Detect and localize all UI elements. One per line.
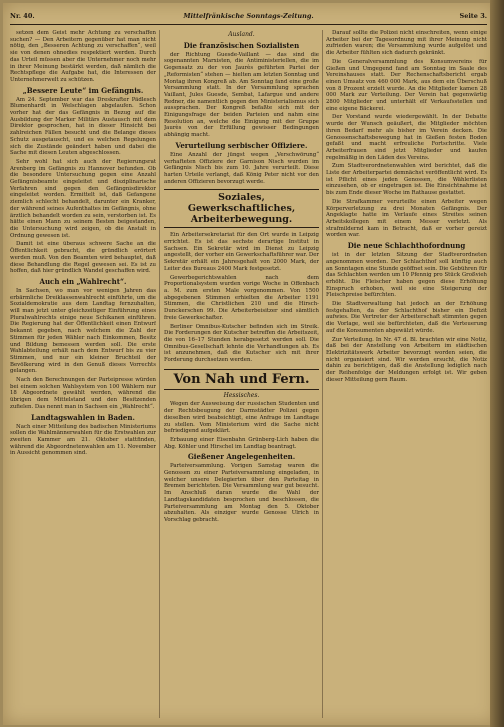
- article-text: Eine Anzahl der jüngst wegen „Verschwörung“ verhafteten Offiziere der Garnison Nisch wurden im Gefängnis Nisch bis zum 10. Jahre verurteilt. Diese harten Urteile verlangt, daß König Peter nicht vor den anderen Offizieren bevorzugt werde.: [164, 151, 319, 185]
- article-heading: Die neue Schlachthofordnung: [347, 241, 466, 251]
- article-text: Zur Verteilung. In Nr. 47 d. Bl. brachten wir eine Notiz, daß bei der Anstellung von Arbeitern im städtischen Elektrizitätswerk Arbeiter bevorzugt worden seien, die nicht organisiert sind. Wir werden ersucht, die Notiz dahin zu berichtigen, daß die Anstellung lediglich nach der Reihenfolge der Meldungen erfolgt ist. Wir geben dieser Mitteilung gern Raum.: [326, 336, 487, 383]
- column-divider: [322, 30, 323, 718]
- article-heading: „Bessere Leute“ im Gefängnis.: [22, 85, 144, 95]
- page-header: [10, 10, 487, 25]
- article-text: Damit ist eine überaus schwere Sache an die Öffentlichkeit gebracht, die gründlich erörtert werden muß. Von den Beamten wird behauptet, daß diese Behandlung die Regel gewesen sei. Es ist zu hoffen, daß hier gründlich Wandel geschaffen wird.: [10, 241, 156, 275]
- article-text: Ein Arbeitersekretariat für den Ort wurde in Leipzig errichtet. Es ist das sechste derartige Institut in Sachsen. Ein Sekretär wird im Dienst zu Leipzig angestellt, der vorher ein Gewerkschaftsführer war. Der Sekretär erhält ein Jahresgehalt von 2000 Mark, der Leiter des Bureaus 2400 Mark festgesetzt.: [164, 232, 319, 272]
- article-text: Sehr wohl hat sich auch der Regierungsrat Arenberg im Gefängnis zu Hannover befunden. Ob die besondere Untersuchung gegen eine Anzahl Gefängnisbeamte eingeleitet und disziplinarische Verfahren sind gegen den Gefängnisdirektor eingeleitet worden. Ermittelt ist, daß Gefangene ziemlich schlecht behandelt, darunter ein Kranker, der während seines Aufenthaltes im Gefängnis, ohne ärztlich behandelt worden zu sein, verstorben ist. Es hätte einen Mann zu seinem Besten beigestanden, die Untersuchung wird zeigen, ob die Anstalt in Ordnung gewesen ist.: [10, 158, 156, 239]
- section-heading: Soziales, Gewerkschaftliches, Arbeiterbewegung.: [164, 189, 319, 228]
- article-text: Darauf sollte die Polizei nicht einschreiten, wenn einige Arbeiter bei der Tagesordnung mit ihrer Meinung nicht zufrieden waren; die Versammlung wurde aufgelöst und die Arbeiter fühlten sich dadurch gekränkt.: [326, 30, 487, 57]
- article-text: Die Stadtverwaltung hat jedoch an der Erhöhung festgehalten, da der Schlachthof bisher ein Defizit aufwies. Die Vertreter der Arbeiterschaft stimmten gegen die Vorlage, weil sie befürchteten, daß die Verteuerung auf die Konsumenten abgewälzt würde.: [326, 301, 487, 334]
- page-number: Seite 3.: [459, 12, 487, 20]
- article-text: Der Vorstand wurde wiedergewählt. In der Debatte wurde der Wunsch geäußert, die Mitglieder möchten ihren Bedarf mehr als bisher im Verein decken. Die Genossenschaftsbewegung hat in Gießen festen Boden gefaßt und macht erfreuliche Fortschritte. Viele Arbeiterfrauen sind jetzt Mitglieder und kaufen regelmäßig in den Läden des Vereins.: [326, 114, 487, 161]
- article-heading: Die französischen Sozialisten: [183, 40, 300, 50]
- issue-number: Nr. 40.: [10, 12, 35, 20]
- column-divider: [159, 30, 160, 718]
- article-heading: Landtagswahlen in Baden.: [31, 412, 135, 422]
- column-right: [326, 30, 487, 720]
- article-text: Nach einer Mitteilung des badischen Ministeriums sollen die Wahlmännerwahlen für die Erstwahlen zur zweiten Kammer am 21. Oktober stattfinden, während die Abgeordnetenwahlen am 11. November in Aussicht genommen sind.: [10, 423, 156, 457]
- article-text: Gewerbegerichtswahlen nach dem Proportionalsystem wurden vorige Woche in Offenbach a. M. zum ersten Male vorgenommen. Von 1500 abgegebenen Stimmen erhielten die Arbeiter 1191 Stimmen, die Christlichen 210 und die Hirsch-Dunckerschen 99. Die Arbeiterbeisitzer sind sämtlich freie Gewerkschafter.: [164, 274, 319, 321]
- article-heading: Gießener Angelegenheiten.: [187, 452, 296, 462]
- article-text: Am 24. September war das Dreskrafter Pädlesch Blumenhardt in Welschlagen abgelaufen. Schon vorher hat der das Gefängnis in Bezug auf die Ausbildung der Marker Militärs Austausch mit dem Direktor gesprochen, hat in dieser Hinsicht bei zahlreichen Fällen besucht und die Belange dieses Schutz ausgetauscht, und es welchen Regelungen sich die Zustände geändert haben und dabei die Sache mit diesen Leuten abgeschlossen.: [10, 96, 156, 157]
- newspaper-title: Mittelfränkische Sonntags-Zeitung.: [183, 12, 314, 20]
- article-text: In Sachsen, wo man vor wenigen Jahren das erbärmliche Dreiklassenwahlrecht einführte, um die Sozialdemokratie aus dem Landtag fernzuhalten, will man jetzt unter gleichzeitiger Einführung eines Pluralwahlrechts einige neue Schikanen einführen. Die Regierung hat der Öffentlichkeit einen Entwurf bekannt gegeben, nach welchem die Zahl der Stimmen für jeden Wähler nach Einkommen, Besitz und Bildung bemessen werden soll. Die erste Wahlabteilung erhält nach dem Entwurf bis zu vier Stimmen, und nur ein kleiner Bruchteil der Bevölkerung wird in den Genuß dieses Vorrechts gelangen.: [10, 287, 156, 375]
- article-text: Wegen der Ausweisung der russischen Studenten und der Rechtsbeugung der Darmstädter Polizei gegen dieselben wird beabsichtigt, eine Anfrage im Landtage zu stellen. Vom Ministerium wird die Sache nicht befriedigend aufgeklärt.: [164, 401, 319, 435]
- article-text: der Richtung Guesde-Vaillant — das sind die sogenannten Marxisten, die Antiministeriellen, die im Gegensatz zu der von Jaurès geführten Partei der „Reformisten“ stehen — hielten am letzten Sonntag und Montag ihren Kongreß ab. Am Sonntag fand eine große Versammlung statt. In der Versammlung sprachen Vaillant, Jules Guesde, Sembat, Lafargue und andere Redner, die namentlich gegen den Ministerialismus sich aussprachen. Der Kongreß befaßte sich mit der Einigungsfrage der beiden Parteien und nahm eine Resolution an, welche die Einigung mit der Gruppe Jaurès von der Erfüllung gewisser Bedingungen abhängig macht.: [164, 51, 319, 139]
- column-left: [10, 30, 156, 720]
- article-heading: Verurteilung serbischer Offiziere.: [175, 140, 308, 150]
- article-text: Parteiversammlung. Vorigen Samstag waren die Genossen zu einer Parteiversammlung eingeladen, in welcher unsere Delegierten über den Parteitag in Bremen berichteten. Die Versammlung war gut besucht. Im Anschluß daran wurde die Wahl der Landtagskandidaten besprochen und beschlossen, die Parteiversammlung am Montag den 5. Oktober abzuhalten. Als einziger wurde Genosse Ulrich in Vorschlag gebracht.: [164, 463, 319, 523]
- article-text: Die Strafkammer verurteilte einen Arbeiter wegen Körperverletzung zu drei Monaten Gefängnis. Der Angeklagte hatte im Verlaufe eines Streites seinen Arbeitskollegen mit einem Messer verletzt. Als strafmildernd kam in Betracht, daß er vorher gereizt worden war.: [326, 198, 487, 239]
- article-text: setzen dem Geist mehr Achtung zu verschaffen suchen? — Den Arbeitern gegenüber hat man nicht nötig, den „Besseren Achtung zu verschaffen“, weil sie von denen ohnedies respektiert werden. Durch das Urteil müssen aber die Unternehmer noch mehr in ihrer Meinung bestärkt werden, daß nämlich die Rechtspflege die Aufgabe hat, die Interessen der Unternehmerwelt zu schützen.: [10, 30, 156, 83]
- article-text: Nach den Berechnungen der Parteipresse würden bei einem solchen Wahlsystem von 100 Wählern nur 18 Abgeordnete gewählt werden, während die übrigen dem Mittelstand und den Besitzenden zufielen. Das nennt man in Sachsen ein „Wahlrecht“.: [10, 377, 156, 410]
- column-middle: [164, 30, 319, 720]
- article-text: Zum Stadtverordnetenwahlen wird berichtet, daß die Liste der Arbeiterpartei demnächst veröffentlicht wird. Es ist Pflicht eines jeden Genossen, die Wählerlisten einzusehen, ob er eingetragen ist. Die Einsichtnahme ist bis zum Ende dieser Woche im Rathause gestattet.: [326, 163, 487, 197]
- book-spine-edge: [490, 0, 504, 727]
- article-text: ist in der letzten Sitzung der Stadtverordneten angenommen worden. Der Schlachthof soll künftig auch an Sonntagen eine Stunde geöffnet sein. Die Gebühren für das Schlachten werden um 10 Pfennig pro Stück Großvieh erhöht. Die Fleischer haben gegen diese Erhöhung Einspruch erhoben, weil sie eine Steigerung der Fleischpreise befürchten.: [326, 252, 487, 299]
- section-label: Ausland.: [228, 31, 255, 38]
- section-heading: Von Nah und Fern.: [164, 369, 319, 390]
- article-text: Erbauung einer Eisenbahn Grünberg-Lich haben die Abg. Köhler und Hirschel im Landtag beantragt.: [164, 436, 319, 450]
- section-label: Hessisches.: [223, 391, 260, 399]
- article-heading: Auch ein „Wahlrecht“.: [39, 276, 127, 286]
- article-text: Berliner Omnibus-Kutscher befinden sich im Streik. Die Forderungen der Kutscher betreffen die Arbeitszeit, die von 16–17 Stunden herabgesetzt werden soll. Die Omnibus-Gesellschaft lehnte die Verhandlungen ab. Es ist anzunehmen, daß die Kutscher sich mit ihrer Forderung durchsetzen werden.: [164, 323, 319, 364]
- article-text: Die Generalversammlung des Konsumvereins für Gießen und Umgegend fand am Sonntag im Saale des Vereinshauses statt. Der Rechenschaftsbericht ergab einen Umsatz von 460 000 Mark, aus dem ein Überschuß von 8 Prozent erzielt wurde. An die Mitglieder kamen 28 000 Mark zur Verteilung. Der Verein hat gegenwärtig 2800 Mitglieder und unterhält elf Verkaufsstellen und eine eigene Bäckerei.: [326, 58, 487, 112]
